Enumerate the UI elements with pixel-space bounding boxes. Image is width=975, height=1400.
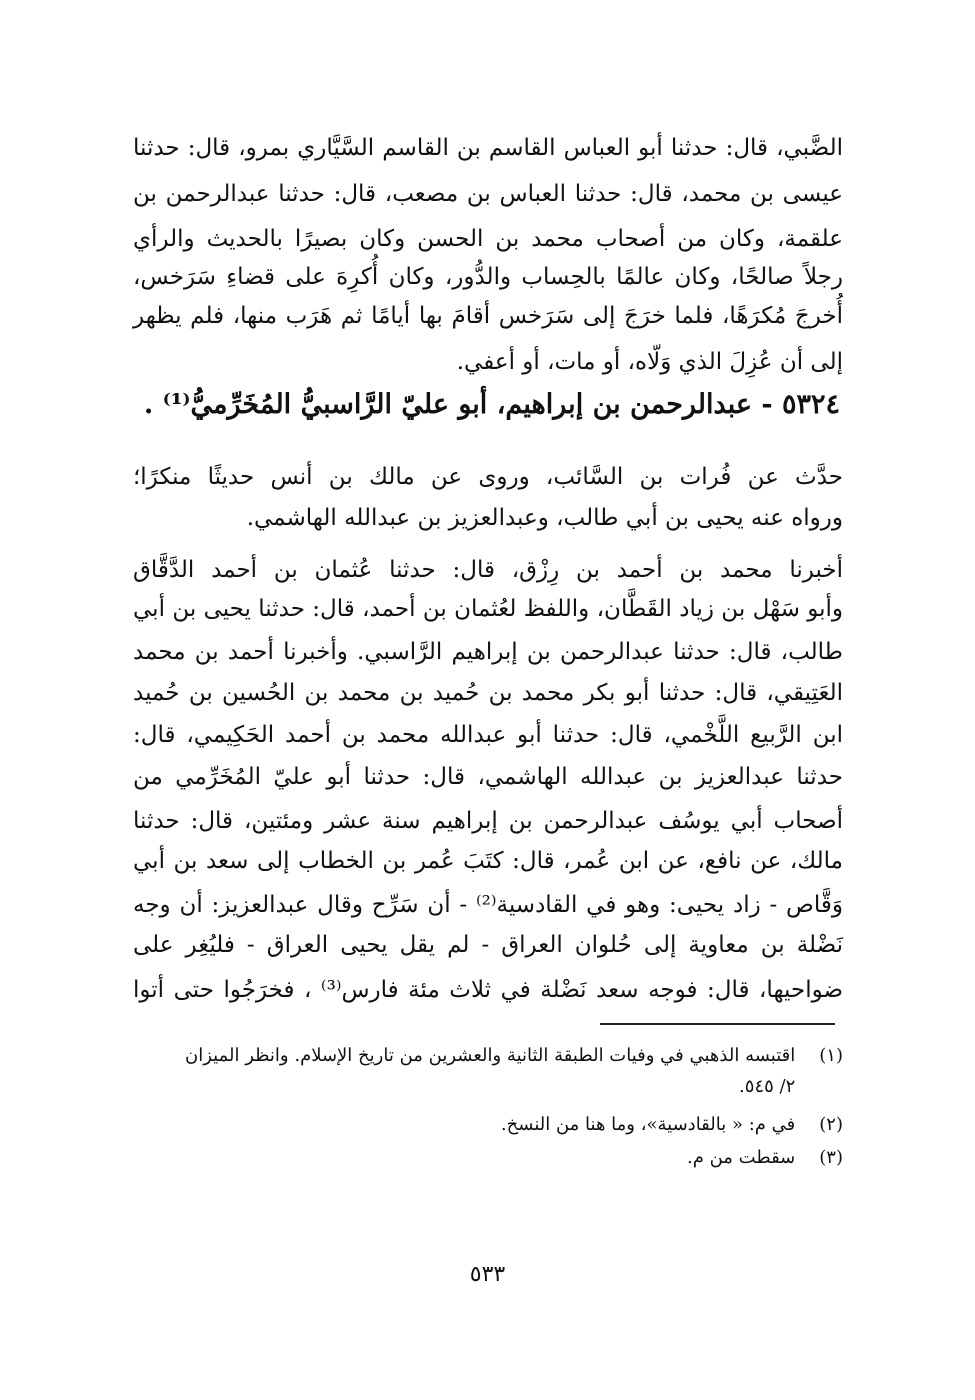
text-line: أصحاب أبي يوسُف عبدالرحمن بن إبراهيم سنة عشر ومئتين، قال: حدثنا	[133, 808, 843, 834]
text-line: إلى أن عُزِلَ الذي وَلّاه، أو مات، أو أعفي.	[456, 349, 843, 375]
footnote-separator	[600, 1023, 835, 1025]
text-line: حدثنا عبدالعزيز بن عبدالله الهاشمي، قال: حدثنا أبو عليّ المُخَرِّمي من	[133, 764, 843, 790]
text-line: وَقَّاص - زاد يحيى: وهو في القادسية⁽²⁾ - أن سَرِّح وقال عبدالعزيز: أن وجه	[133, 892, 843, 918]
footnote-text: ٢/ ٥٤٥.	[739, 1076, 796, 1097]
text-line: ابن الرَّبيع اللَّخْمي، قال: حدثنا أبو عبدالله محمد بن أحمد الحَكِيمي، قال:	[133, 722, 843, 748]
page-number: ٥٣٣	[469, 1262, 506, 1287]
text-line: طالب، قال: حدثنا عبدالرحمن بن إبراهيم الرَّاسبي. وأخبرنا أحمد بن محمد	[133, 639, 843, 665]
footnote-number: (٢)	[819, 1114, 843, 1135]
text-line: أخبرنا محمد بن أحمد بن رِزْق، قال: حدثنا عُثمان بن أحمد الدَّقَّاق	[133, 557, 843, 583]
footnote	[128, 1145, 843, 1171]
footnote	[128, 1043, 843, 1069]
text-line: ورواه عنه يحيى بن أبي طالب، وعبدالعزيز بن عبدالله الهاشمي.	[246, 505, 843, 531]
footnote-text: في م: « بالقادسية»، وما هنا من النسخ.	[500, 1114, 796, 1135]
text-line: نَضْلة بن معاوية إلى حُلوان العراق - لم يقل يحيى العراق - فليُغِر على	[133, 932, 843, 958]
text-line: رجلاً صالحًا، وكان عالمًا بالحِساب والدُّور، وكان أُكرِهَ على قضاءِ سَرَخس،	[133, 264, 843, 290]
text-line: الضَّبي، قال: حدثنا أبو العباس القاسم بن القاسم السَّيَّاري بمرو، قال: حدثنا	[133, 135, 843, 161]
text-line: أُخرجَ مُكرَهًا، فلما خرَجَ إلى سَرَخس أقامَ بها أيامًا ثم هَرَب منها، فلم يظهر	[133, 303, 843, 329]
footnote-number: (٣)	[819, 1147, 843, 1168]
footnote	[128, 1112, 843, 1138]
footnote-text: اقتبسه الذهبي في وفيات الطبقة الثانية والعشرين من تاريخ الإسلام. وانظر الميزان	[185, 1045, 796, 1066]
text-line: مالك، عن نافع، عن ابن عُمر، قال: كتَبَ عُمر بن الخطاب إلى سعد بن أبي	[133, 848, 843, 874]
text-line: حدَّث عن فُرات بن السَّائب، وروى عن مالك بن أنس حديثًا منكرًا؛	[133, 464, 843, 490]
text-line: علقمة، وكان من أصحاب محمد بن الحسن وكان بصيرًا بالحديث والرأي	[133, 226, 843, 252]
text-line: وأبو سَهْل بن زياد القَطَّان، واللفظ لعُثمان بن أحمد، قال: حدثنا يحيى بن أبي	[133, 596, 843, 622]
text-line: ضواحيها، قال: فوجه سعد نَضْلة في ثلاث مئة فارس⁽³⁾ ، فخرَجُوا حتى أتوا	[133, 977, 844, 1003]
text-line: العَتِيقي، قال: حدثنا أبو بكر محمد بن حُميد بن محمد بن الحُسين بن حُميد	[133, 680, 843, 706]
entry-heading: ٥٣٢٤ - عبدالرحمن بن إبراهيم، أبو عليّ الرَّاسبيُّ المُخَرِّميُّ⁽¹⁾ .	[143, 389, 840, 420]
footnote-number: (١)	[819, 1045, 843, 1066]
footnote-text: سقطت من م.	[686, 1147, 796, 1168]
footnote	[128, 1074, 843, 1100]
text-line: عيسى بن محمد، قال: حدثنا العباس بن مصعب، قال: حدثنا عبدالرحمن بن	[133, 181, 843, 207]
